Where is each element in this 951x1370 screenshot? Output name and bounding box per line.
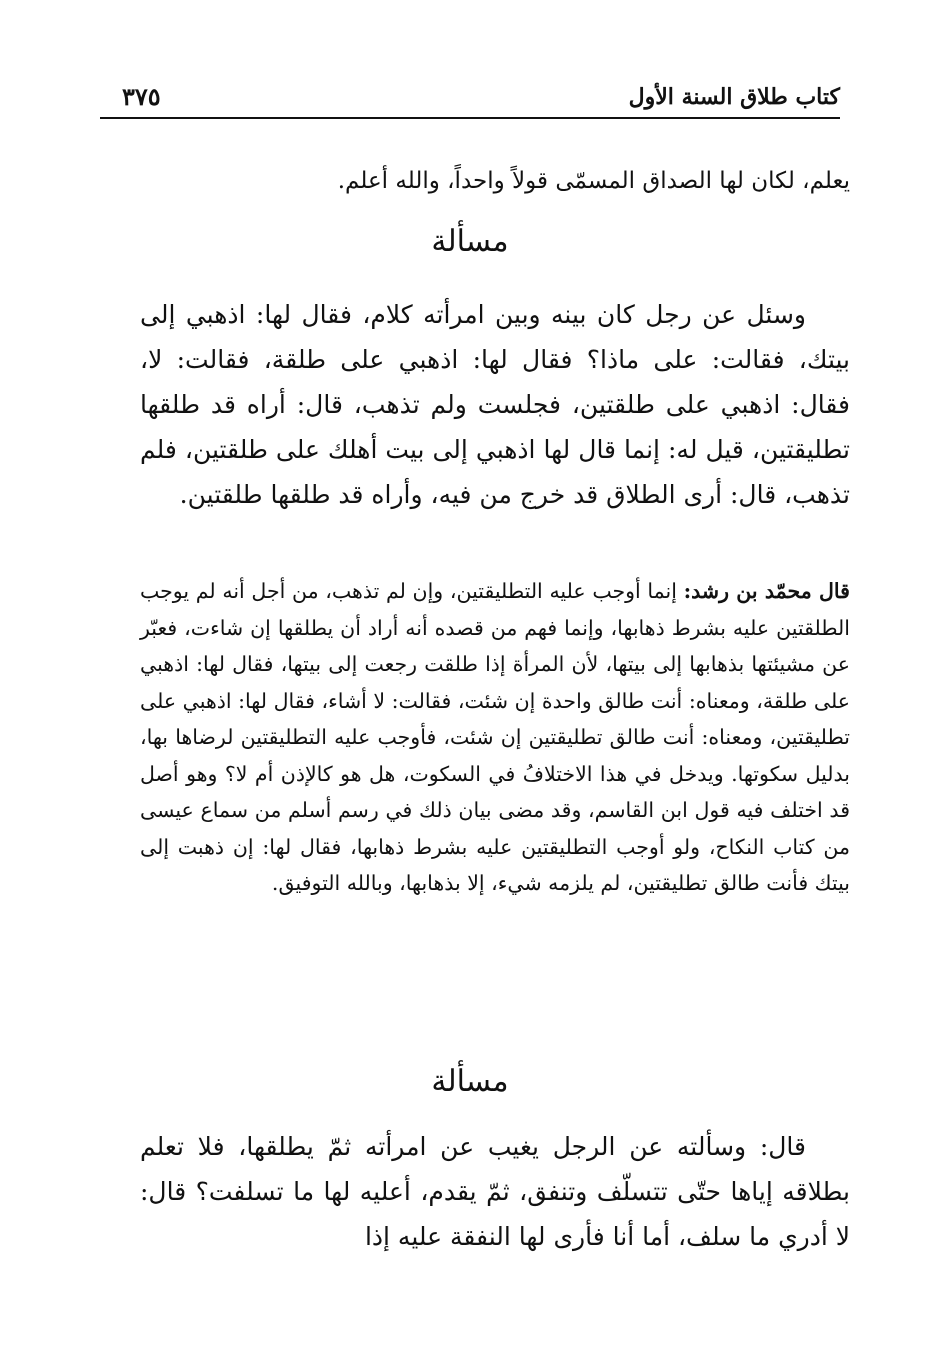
commentary-text: إنما أوجب عليه التطليقتين، وإن لم تذهب، من أجل أنه لم يوجب الطلقتين عليه بشرط ذهابها، وإنما فهم من قصده أنه أراد أن يطلقها إن شاءت، فعبّر عن مشيئتها بذهابها إلى بيتها، لأن المرأة إذا طلقت رجعت إلى بيتها، فقال لها: اذهبي على طلقة، ومعناه: أنت طالق واحدة إن شئت، فقالت: لا أشاء، فقال لها: اذهبي على تطليقتين، ومعناه: أنت طالق تطليقتين إن شئت، فأوجب عليه التطليقتين لرضاها بها، بدليل سكوتها. ويدخل في هذا الاختلافُ في السكوت، هل هو كالإذن أم لا؟ وهو أصل قد اختلف فيه قول ابن القاسم، وقد مضى بيان ذلك في رسم أسلم من سماع عيسى من كتاب النكاح، ولو أوجب التطليقتين عليه بشرط ذهابها، فقال لها: إن ذهبت إلى بيتك فأنت طالق تطليقتين، لم يلزمه شيء، إلا بذهابها، وبالله التوفيق. bbox=[140, 579, 850, 895]
question-text: قال: وسألته عن الرجل يغيب عن امرأته ثمّ يطلقها، فلا تعلم بطلاقه إياها حتّى تتسلّف وتنفق، ثمّ يقدم، أعليه لها ما تسلفت؟ قال: لا أدري ما سلف، أما أنا فأرى لها النفقة عليه إذا bbox=[140, 1132, 850, 1251]
question-paragraph bbox=[140, 292, 850, 517]
page-number: ٣٧٥ bbox=[122, 82, 161, 111]
commentary-author: قال محمّد بن رشد: bbox=[683, 579, 850, 603]
section-heading: مسألة bbox=[431, 224, 509, 259]
question-paragraph bbox=[140, 1124, 850, 1259]
commentary-paragraph bbox=[140, 573, 850, 902]
question-text: وسئل عن رجل كان بينه وبين امرأته كلام، فقال لها: اذهبي إلى بيتك، فقالت: على ماذا؟ فقال لها: اذهبي على طلقة، فقالت: لا، فقال: اذهبي على طلقتين، فجلست ولم تذهب، قال: أراه قد طلقها تطليقتين، قيل له: إنما قال لها اذهبي إلى بيت أهلك على طلقتين، فلم تذهب، قال: أرى الطلاق قد خرج من فيه، وأراه قد طلقها طلقتين. bbox=[140, 300, 850, 509]
opening-paragraph: يعلم، لكان لها الصداق المسمّى قولاً واحداً، والله أعلم. bbox=[337, 168, 850, 194]
header-divider bbox=[100, 117, 840, 119]
section-heading: مسألة bbox=[431, 1064, 509, 1099]
running-title: كتاب طلاق السنة الأول bbox=[628, 84, 840, 110]
page-header bbox=[100, 82, 840, 112]
